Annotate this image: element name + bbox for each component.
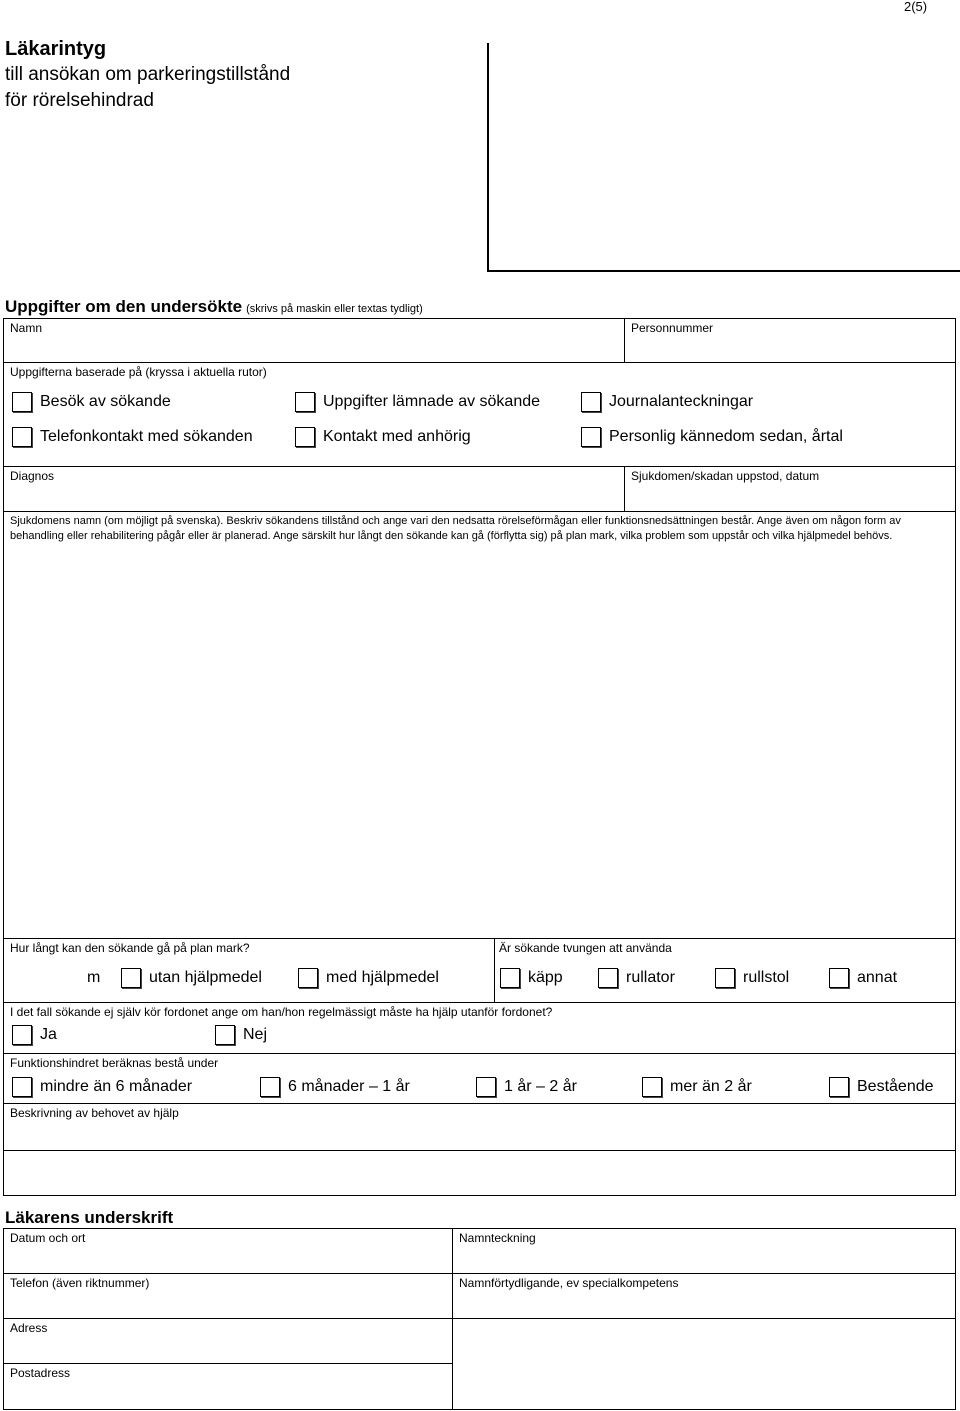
option-label: Besök av sökande <box>40 393 171 410</box>
duration-label: Funktionshindret beräknas bestå under <box>10 1056 219 1070</box>
option-label: Ja <box>40 1026 57 1043</box>
checkbox-kapp[interactable] <box>500 968 520 988</box>
help-description-continuation-field[interactable] <box>3 1150 956 1196</box>
condition-instructions: Sjukdomens namn (om möjligt på svenska). Beskriv sökandens tillstånd och ange vari den nedsatta rörelseförmågan eller funktionsnedsättningen består. Ange även om någon form av behandling eller rehabilitering pågår eller är planerad. Ange särskilt hur långt den sökande kan gå (förflytta sig) på plan mark, vilka problem som uppstår och vilka hjälpmedel behövs. <box>10 515 901 542</box>
walking-distance-unit: m <box>87 969 101 986</box>
name-clarification-label: Namnförtydligande, ev specialkompetens <box>459 1276 679 1290</box>
checkbox-besok-av-sokande[interactable] <box>12 392 32 412</box>
option-journalanteckningar[interactable] <box>581 392 753 412</box>
option-uppgifter-lamnade-av-sokande[interactable] <box>295 392 540 412</box>
onset-date-field[interactable] <box>624 466 956 512</box>
examined-heading-text: Uppgifter om den undersökte <box>5 297 243 316</box>
option-med-hjalpmedel[interactable] <box>298 968 439 988</box>
checkbox-6-manader-1-ar[interactable] <box>260 1077 280 1097</box>
personal-number-field-label: Personnummer <box>631 321 714 335</box>
option-label: rullator <box>626 969 675 986</box>
signature-label: Namnteckning <box>459 1231 536 1245</box>
basis-section <box>3 362 956 467</box>
date-place-label: Datum och ort <box>10 1231 86 1245</box>
form-title: Läkarintyg <box>5 38 107 60</box>
checkbox-uppgifter-lamnade-av-sokande[interactable] <box>295 392 315 412</box>
checkbox-utan-hjalpmedel[interactable] <box>121 968 141 988</box>
diagnosis-field-label: Diagnos <box>10 469 55 483</box>
option-bestaende[interactable] <box>829 1077 934 1097</box>
assistance-question: I det fall sökande ej själv kör fordonet ange om han/hon regelmässigt måste ha hjälp utanför fordonet? <box>10 1005 553 1019</box>
option-kapp[interactable] <box>500 968 563 988</box>
help-description-field[interactable] <box>3 1103 956 1151</box>
stamp-area-field[interactable] <box>452 1318 956 1410</box>
date-place-field[interactable] <box>3 1228 453 1274</box>
examined-section-heading <box>5 297 423 319</box>
option-label: mindre än 6 månader <box>40 1078 193 1095</box>
checkbox-bestaende[interactable] <box>829 1077 849 1097</box>
option-label: Kontakt med anhörig <box>323 428 471 445</box>
postal-address-label: Postadress <box>10 1366 71 1380</box>
phone-label: Telefon (även riktnummer) <box>10 1276 150 1290</box>
option-utan-hjalpmedel[interactable] <box>121 968 262 988</box>
name-field[interactable] <box>3 318 625 363</box>
option-mer-an-2-ar[interactable] <box>642 1077 752 1097</box>
option-label: annat <box>857 969 898 986</box>
checkbox-mindre-an-6-manader[interactable] <box>12 1077 32 1097</box>
page-number: 2(5) <box>904 0 928 14</box>
option-label: Journalanteckningar <box>609 393 754 410</box>
checkbox-1-ar-2-ar[interactable] <box>476 1077 496 1097</box>
checkbox-mer-an-2-ar[interactable] <box>642 1077 662 1097</box>
option-label: utan hjälpmedel <box>149 969 262 986</box>
personal-number-field[interactable] <box>624 318 956 363</box>
diagnosis-field[interactable] <box>3 466 625 512</box>
checkbox-rullstol[interactable] <box>715 968 735 988</box>
mobility-aids-section <box>494 938 956 1003</box>
option-mindre-an-6-manader[interactable] <box>12 1077 192 1097</box>
address-window-frame <box>487 43 960 272</box>
option-nej[interactable] <box>215 1025 267 1045</box>
option-rullator[interactable] <box>598 968 675 988</box>
checkbox-rullator[interactable] <box>598 968 618 988</box>
checkbox-telefonkontakt-med-sokanden[interactable] <box>12 427 32 447</box>
assistance-section <box>3 1002 956 1054</box>
option-label: med hjälpmedel <box>326 969 439 986</box>
physician-section-heading: Läkarens underskrift <box>5 1208 174 1227</box>
option-ja[interactable] <box>12 1025 57 1045</box>
form-subtitle-line1: till ansökan om parkeringstillstånd <box>5 64 291 85</box>
checkbox-med-hjalpmedel[interactable] <box>298 968 318 988</box>
option-label: Personlig kännedom sedan, årtal <box>609 428 843 445</box>
name-field-label: Namn <box>10 321 43 335</box>
option-kontakt-med-anhorig[interactable] <box>295 427 471 447</box>
option-label: Nej <box>243 1026 268 1043</box>
condition-description-field[interactable] <box>3 511 956 939</box>
walking-distance-label: Hur långt kan den sökande gå på plan mark? <box>10 941 250 955</box>
option-telefonkontakt-med-sokanden[interactable] <box>12 427 253 447</box>
help-description-label: Beskrivning av behovet av hjälp <box>10 1106 179 1120</box>
checkbox-annat[interactable] <box>829 968 849 988</box>
examined-heading-note: (skrivs på maskin eller textas tydligt) <box>246 303 423 315</box>
option-6-manader-1-ar[interactable] <box>260 1077 410 1097</box>
checkbox-nej[interactable] <box>215 1025 235 1045</box>
address-label: Adress <box>10 1321 48 1335</box>
option-label: 6 månader – 1 år <box>288 1078 410 1095</box>
option-annat[interactable] <box>829 968 897 988</box>
walking-distance-section <box>3 938 495 1003</box>
basis-label: Uppgifterna baserade på (kryssa i aktuella rutor) <box>10 365 267 379</box>
signature-field[interactable] <box>452 1228 956 1274</box>
option-label: mer än 2 år <box>670 1078 752 1095</box>
option-label: rullstol <box>743 969 790 986</box>
checkbox-ja[interactable] <box>12 1025 32 1045</box>
onset-date-field-label: Sjukdomen/skadan uppstod, datum <box>631 469 820 483</box>
option-1-ar-2-ar[interactable] <box>476 1077 577 1097</box>
checkbox-personlig-kannedom[interactable] <box>581 427 601 447</box>
address-field[interactable] <box>3 1318 453 1364</box>
option-label: 1 år – 2 år <box>504 1078 577 1095</box>
phone-field[interactable] <box>3 1273 453 1319</box>
option-personlig-kannedom[interactable] <box>581 427 843 447</box>
checkbox-journalanteckningar[interactable] <box>581 392 601 412</box>
form-title-block <box>5 36 290 114</box>
postal-address-field[interactable] <box>3 1363 453 1410</box>
option-label: käpp <box>528 969 563 986</box>
option-label: Bestående <box>857 1078 934 1095</box>
mobility-aids-label: Är sökande tvungen att använda <box>499 941 672 955</box>
option-rullstol[interactable] <box>715 968 789 988</box>
option-label: Uppgifter lämnade av sökande <box>323 393 541 410</box>
option-label: Telefonkontakt med sökanden <box>40 428 253 445</box>
duration-section <box>3 1053 956 1104</box>
form-subtitle-line2: för rörelsehindrad <box>5 90 154 111</box>
checkbox-kontakt-med-anhorig[interactable] <box>295 427 315 447</box>
name-clarification-field[interactable] <box>452 1273 956 1319</box>
option-besok-av-sokande[interactable] <box>12 392 171 412</box>
